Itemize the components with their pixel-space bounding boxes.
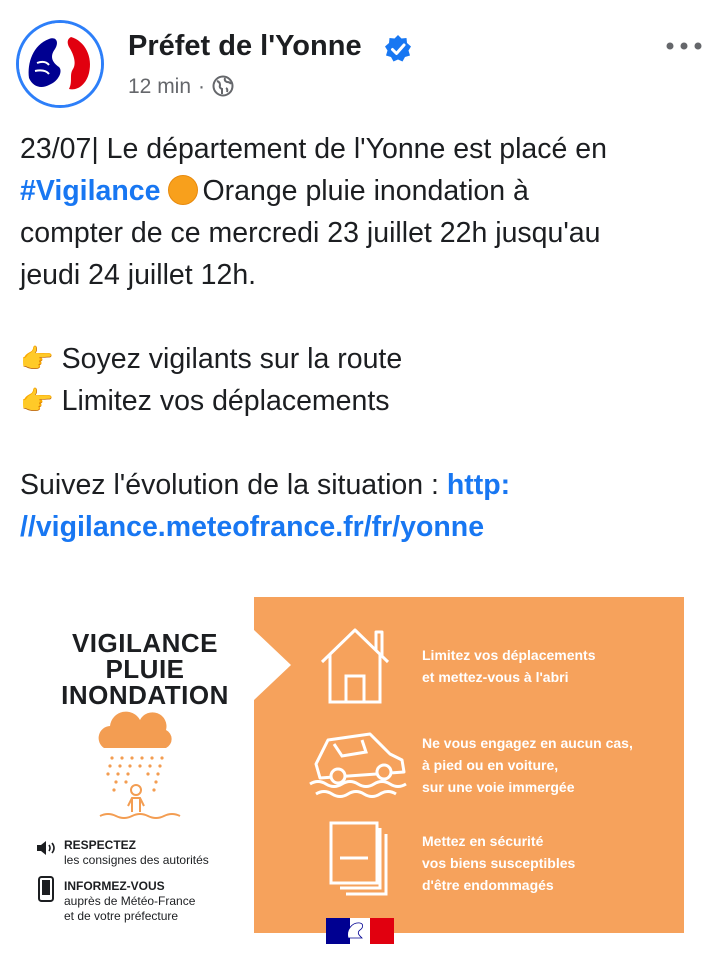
more-icon[interactable] bbox=[664, 36, 704, 56]
advice-belongings-line2: vos biens susceptibles bbox=[422, 855, 576, 871]
follow-line bbox=[20, 464, 710, 506]
infographic-title bbox=[34, 630, 256, 708]
post-line1: 23/07| Le département de l'Yonne est placé en bbox=[20, 133, 607, 165]
post-line2: Orange pluie inondation à bbox=[202, 175, 529, 207]
advice-belongings-line1: Mettez en sécurité bbox=[422, 833, 544, 849]
advice-belongings bbox=[422, 830, 575, 896]
respect-sub: les consignes des autorités bbox=[64, 853, 209, 867]
vigilance-infographic[interactable] bbox=[0, 582, 720, 973]
post-meta bbox=[128, 75, 234, 99]
advice-shelter-line2: et mettez-vous à l'abri bbox=[422, 669, 569, 685]
marianne-logo bbox=[19, 23, 101, 105]
rain-cloud-icon bbox=[90, 710, 190, 830]
post-body bbox=[20, 128, 710, 548]
documents-icon bbox=[328, 820, 394, 896]
link-line bbox=[20, 506, 710, 548]
page-avatar[interactable] bbox=[16, 20, 104, 108]
timestamp[interactable]: 12 min bbox=[128, 75, 192, 98]
pointing-hand-icon: 👉 bbox=[20, 386, 54, 416]
flooded-car-icon bbox=[306, 728, 410, 800]
vigilance-link-part1[interactable]: http: bbox=[446, 469, 511, 501]
verified-badge-icon bbox=[383, 34, 413, 64]
post-line bbox=[20, 128, 710, 170]
advice-water bbox=[422, 732, 633, 798]
follow-text: Suivez l'évolution de la situation : bbox=[20, 469, 439, 501]
post-line bbox=[20, 170, 710, 212]
advice-shelter-line1: Limitez vos déplacements bbox=[422, 647, 596, 663]
respect-title: RESPECTEZ bbox=[64, 838, 137, 852]
advice-belongings-line3: d'être endommagés bbox=[422, 877, 554, 893]
bullet2-text: Limitez vos déplacements bbox=[61, 385, 390, 417]
vigilance-link-part2[interactable]: //vigilance.meteofrance.fr/fr/yonne bbox=[20, 511, 485, 543]
post-header bbox=[0, 0, 720, 120]
title-line2: PLUIE bbox=[105, 654, 185, 684]
advice-water-line3: sur une voie immergée bbox=[422, 779, 575, 795]
speaker-icon bbox=[36, 840, 58, 856]
advice-shelter bbox=[422, 644, 596, 688]
bullet-item bbox=[20, 380, 710, 422]
page-name[interactable]: Préfet de l'Yonne bbox=[128, 30, 362, 62]
post-line3: compter de ce mercredi 23 juillet 22h jusqu'au bbox=[20, 217, 601, 249]
bullet1-text: Soyez vigilants sur la route bbox=[61, 343, 403, 375]
inform-instruction bbox=[64, 879, 195, 924]
person-icon bbox=[100, 785, 180, 818]
inform-sub2: et de votre préfecture bbox=[64, 909, 179, 923]
phone-icon bbox=[38, 876, 54, 902]
meta-separator: · bbox=[198, 75, 206, 98]
orange-circle-icon bbox=[168, 175, 198, 205]
pointing-hand-icon: 👉 bbox=[20, 344, 54, 374]
title-line1: VIGILANCE bbox=[71, 628, 219, 658]
post-line4: jeudi 24 juillet 12h. bbox=[20, 259, 257, 291]
title-line3: INONDATION bbox=[61, 680, 229, 710]
inform-sub1: auprès de Météo-France bbox=[64, 894, 196, 908]
french-flag-logo bbox=[326, 918, 394, 944]
advice-water-line2: à pied ou en voiture, bbox=[422, 757, 559, 773]
house-icon bbox=[318, 624, 392, 704]
respect-instruction bbox=[64, 838, 209, 868]
bullet-item bbox=[20, 338, 710, 380]
panel-arrow bbox=[253, 629, 291, 701]
vigilance-hashtag[interactable]: #Vigilance bbox=[20, 175, 161, 207]
inform-title: INFORMEZ-VOUS bbox=[64, 879, 165, 893]
advice-water-line1: Ne vous engagez en aucun cas, bbox=[422, 735, 633, 751]
globe-icon bbox=[212, 75, 234, 97]
